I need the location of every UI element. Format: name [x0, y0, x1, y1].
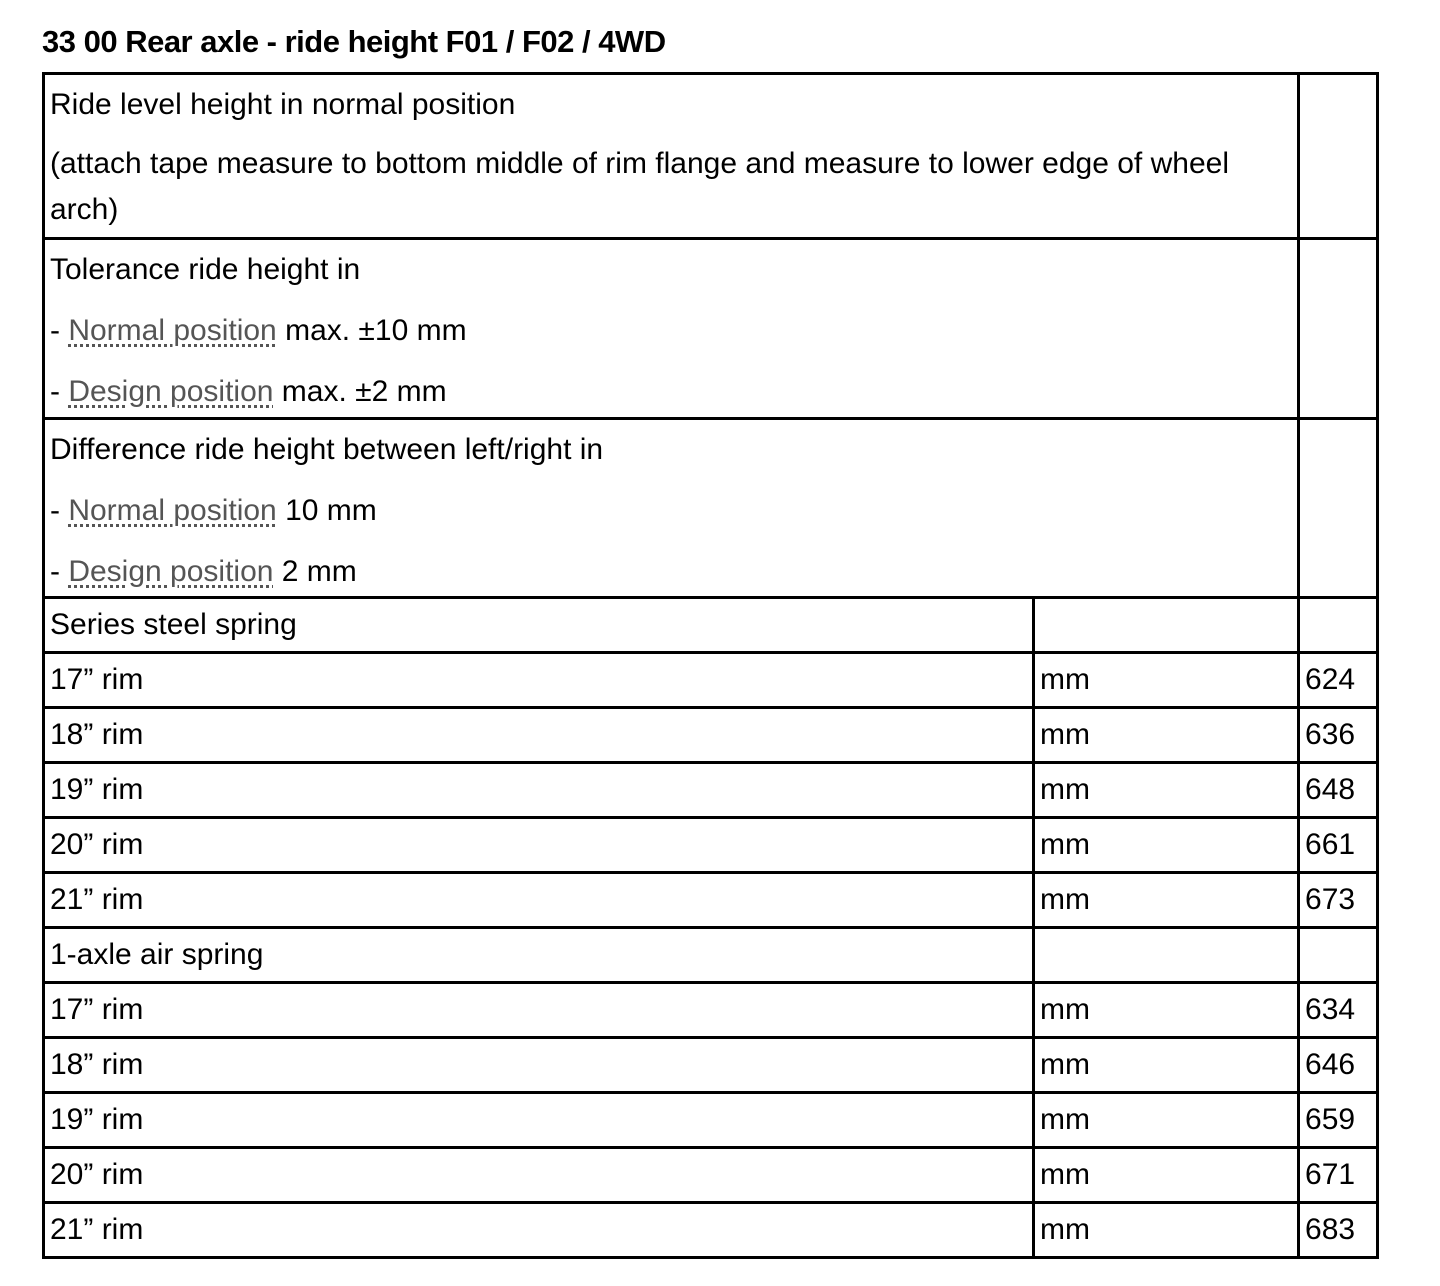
rim-size: 17” rim [44, 653, 1034, 708]
tolerance-design-value: max. ±2 mm [273, 375, 447, 408]
table-row [44, 1093, 1378, 1148]
ride-level-instructions: (attach tape measure to bottom middle of rim flange and measure to lower edge of wheel arch) [50, 147, 1229, 226]
ride-height-value: 673 [1299, 873, 1378, 928]
ride-level-value-cell [1299, 74, 1378, 239]
tolerance-cell [44, 239, 1299, 419]
difference-value-cell [1299, 419, 1378, 598]
ride-height-value: 648 [1299, 763, 1378, 818]
unit: mm [1034, 818, 1299, 873]
tolerance-normal-prefix: - [50, 314, 69, 347]
normal-position-link[interactable]: Normal position [68, 314, 277, 347]
steel-spring-heading-row [44, 598, 1378, 653]
tolerance-normal-line [50, 311, 1292, 351]
table-row [44, 708, 1378, 763]
page-title: 33 00 Rear axle - ride height F01 / F02 / 4WD [42, 24, 666, 59]
rim-size: 19” rim [44, 763, 1034, 818]
ride-height-value: 661 [1299, 818, 1378, 873]
table-row [44, 1148, 1378, 1203]
ride-height-value: 636 [1299, 708, 1378, 763]
empty-cell [1034, 928, 1299, 983]
unit: mm [1034, 1038, 1299, 1093]
rim-size: 18” rim [44, 708, 1034, 763]
design-position-link[interactable]: Design position [68, 555, 274, 588]
normal-position-link[interactable]: Normal position [68, 494, 277, 527]
table-row [44, 763, 1378, 818]
unit: mm [1034, 873, 1299, 928]
rim-size: 21” rim [44, 1203, 1034, 1258]
ride-level-cell [44, 74, 1299, 239]
ride-height-value: 671 [1299, 1148, 1378, 1203]
air-spring-heading-row [44, 928, 1378, 983]
difference-normal-prefix: - [50, 494, 69, 527]
table-row [44, 818, 1378, 873]
difference-heading: Difference ride height between left/right in [50, 433, 604, 466]
tolerance-heading: Tolerance ride height in [50, 253, 361, 286]
ride-level-heading: Ride level height in normal position [50, 88, 516, 121]
tolerance-value-cell [1299, 239, 1378, 419]
difference-row [44, 419, 1378, 598]
section-heading: 1-axle air spring [44, 928, 1034, 983]
ride-height-value: 646 [1299, 1038, 1378, 1093]
rim-size: 17” rim [44, 983, 1034, 1038]
rim-size: 20” rim [44, 818, 1034, 873]
ride-height-value: 683 [1299, 1203, 1378, 1258]
rim-size: 21” rim [44, 873, 1034, 928]
difference-normal-value: 10 mm [276, 494, 377, 527]
table-row [44, 983, 1378, 1038]
difference-design-prefix: - [50, 555, 69, 588]
difference-design-value: 2 mm [273, 555, 357, 588]
difference-cell [44, 419, 1299, 598]
difference-normal-line [50, 491, 1292, 531]
unit: mm [1034, 1148, 1299, 1203]
tolerance-row [44, 239, 1378, 419]
tolerance-design-prefix: - [50, 375, 69, 408]
unit: mm [1034, 653, 1299, 708]
ride-height-value: 659 [1299, 1093, 1378, 1148]
ride-level-row [44, 74, 1378, 239]
rim-size: 20” rim [44, 1148, 1034, 1203]
tolerance-design-line [50, 372, 1292, 412]
empty-cell [1299, 598, 1378, 653]
unit: mm [1034, 708, 1299, 763]
unit: mm [1034, 1203, 1299, 1258]
unit: mm [1034, 983, 1299, 1038]
ride-height-value: 624 [1299, 653, 1378, 708]
empty-cell [1034, 598, 1299, 653]
section-heading: Series steel spring [44, 598, 1034, 653]
unit: mm [1034, 763, 1299, 818]
empty-cell [1299, 928, 1378, 983]
tolerance-normal-value: max. ±10 mm [276, 314, 467, 347]
table-row [44, 1203, 1378, 1258]
ride-height-table [42, 72, 1379, 1259]
ride-height-value: 634 [1299, 983, 1378, 1038]
difference-design-line [50, 552, 1292, 592]
table-row [44, 1038, 1378, 1093]
unit: mm [1034, 1093, 1299, 1148]
table-row [44, 653, 1378, 708]
rim-size: 19” rim [44, 1093, 1034, 1148]
design-position-link[interactable]: Design position [68, 375, 274, 408]
rim-size: 18” rim [44, 1038, 1034, 1093]
table-row [44, 873, 1378, 928]
